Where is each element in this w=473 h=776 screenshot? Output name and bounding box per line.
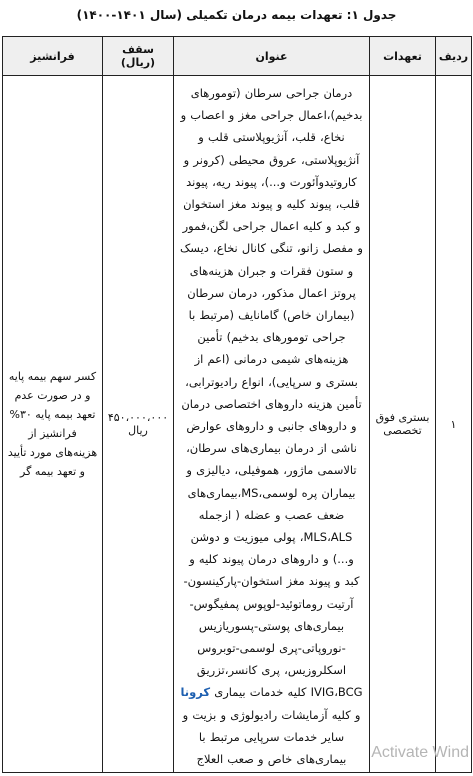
header-franchise: فرانشیز: [3, 37, 103, 76]
header-title: عنوان: [174, 37, 370, 76]
header-ceiling: سقف (ریال): [103, 37, 174, 76]
table-caption: جدول ۱: تعهدات بیمه درمان تکمیلی (سال ۱۴۰۱-۱۴۰۰): [76, 8, 397, 22]
activation-watermark: Activate Wind: [371, 744, 469, 761]
header-row-number: ردیف: [436, 37, 472, 76]
cell-title-text: درمان جراحی سرطان (تومورهای بدخیم)،اعمال جراحی مغز و اعصاب و نخاع، قلب، آنژیوپلاستی قلب و آنژیوپلاستی، عروق محیطی (کرونر و کاروتیدوآئورت و...)، پیوند ریه، پیوند قلب، پیوند کلیه و پیوند مغز استخوان و کبد و کلیه اعمال جراحی لگن،فمور و مفصل زانو، تنگی کانال نخاع، دیسک و ستون فقرات و جبران هزینه‌های پروتز اعمال مذکور، درمان سرطان (بیماران خاص) گامانایف (مرتبط با جراحی تومورهای بدخیم) تأمین هزینه‌های شیمی درمانی (اعم از بستری و سرپایی)، انواع رادیوترابی، تأمین هزینه داروهای اختصاصی درمان و داروهای جانبی و داروهای عوارض ناشی از درمان بیماری‌های سرطان، تالاسمی ماژور، هموفیلی، دیالیزی و بیماران پره لوسمی،MS،بیماری‌های ضعف عصب و عضله ( ازجمله MLS،ALS، پولی میوزیت و دوشن و...) و داروهای درمان پیوند کلیه و کبد و پیوند مغز استخوان-پارکینسون- آرتیت روماتوئید-لوپوس پمفیگوس- بیماری‌های پوستی-پسوریازیس -نوروپاتی-پری لوسمی-توبروس اسکلروزیس، پری کانسر،تزریق IVIG،BCG کلیه خدمات بیماری: [180, 86, 363, 700]
cell-title: [174, 76, 370, 773]
table-header-row: [3, 37, 472, 76]
insurance-commitments-table: [2, 36, 472, 773]
header-commitments: تعهدات: [370, 37, 436, 76]
table-row: [3, 76, 472, 773]
cell-franchise: کسر سهم بیمه پایه و در صورت عدم تعهد بیمه پایه ۳۰% فرانشیز از هزینه‌های مورد تأیید و تعهد بیمه گر: [3, 76, 103, 773]
cell-ceiling: ۴۵۰،۰۰۰،۰۰۰ ریال: [103, 76, 174, 773]
corona-highlight: کرونا: [180, 685, 211, 700]
cell-title-tail: و کلیه آزمایشات رادیولوژی و بزیت و سایر خدمات سرپایی مرتبط با بیماری‌های خاص و صعب العلاج: [182, 707, 361, 767]
cell-row-number: ۱: [436, 76, 472, 773]
cell-commitments: بستری فوق تخصصی: [370, 76, 436, 773]
